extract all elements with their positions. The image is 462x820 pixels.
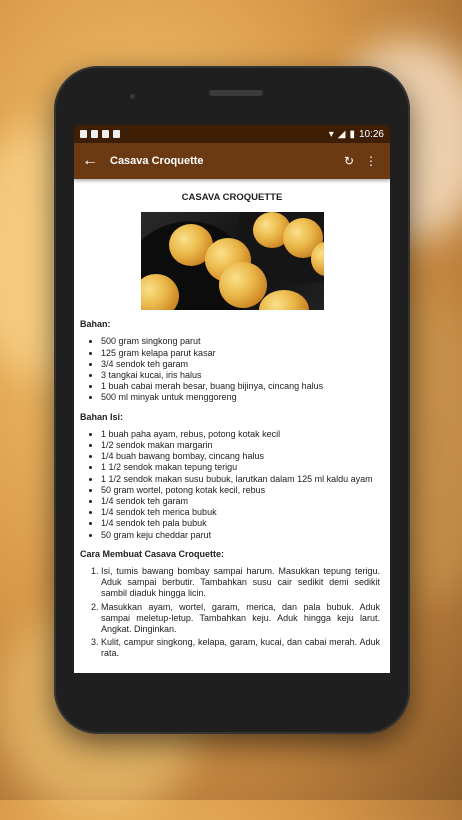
step-item: 2. Masukkan ayam, wortel, garam, merica, dan pala bubuk. Aduk sampai meletup-letup. Tambahkan keju. Aduk hingga keju larut. Angkat. Dinginkan. (101, 602, 384, 636)
cara-heading: Cara Membuat Casava Croquette: (80, 548, 225, 559)
list-item: • 1 buah paha ayam, rebus, potong kotak kecil (101, 429, 384, 440)
list-item: • 50 gram wortel, potong kotak kecil, rebus (101, 485, 384, 496)
bahan-isi-list (80, 429, 384, 541)
bahan-isi-heading: Bahan Isi: (80, 411, 124, 422)
bahan-heading: Bahan: (80, 319, 111, 330)
sd-card-icon (102, 130, 109, 138)
recipe-photo (141, 212, 324, 310)
list-item: • 1/2 sendok makan margarin (101, 440, 384, 451)
list-item: • 500 ml minyak untuk menggoreng (101, 392, 384, 403)
download-icon (91, 130, 98, 138)
recipe-content[interactable] (74, 179, 390, 660)
list-item: • 1/4 buah bawang bombay, cincang halus (101, 451, 384, 462)
back-arrow-icon[interactable]: ← (82, 152, 98, 169)
status-bar (74, 125, 390, 143)
list-item: • 500 gram singkong parut (101, 336, 384, 347)
phone-frame (54, 66, 410, 734)
front-camera (130, 94, 135, 99)
list-item: • 50 gram keju cheddar parut (101, 530, 384, 541)
step-item: 3. Kulit, campur singkong, kelapa, garam, kucai, dan cabai merah. Aduk rata. (101, 637, 384, 659)
more-vert-icon[interactable]: ⋮ (365, 154, 377, 168)
bahan-list (80, 336, 384, 403)
list-item: • 3/4 sendok teh garam (101, 359, 384, 370)
step-item: 1. Isi, tumis bawang bombay sampai harum. Masukkan tepung terigu. Aduk sampai berbutir. Tambahkan susu cair sedikit demi sedikit sambil diaduk hingga licin. (101, 566, 384, 600)
list-item: • 3 tangkai kucai, iris halus (101, 370, 384, 381)
battery-icon: ▮ (349, 128, 355, 140)
refresh-icon[interactable]: ↻ (343, 154, 355, 168)
list-item: • 1/4 sendok teh pala bubuk (101, 518, 384, 529)
app-bar (74, 143, 390, 179)
cara-list (80, 566, 384, 660)
clock: 10:26 (358, 128, 384, 140)
wifi-icon: ▾ (328, 128, 334, 140)
list-item: • 125 gram kelapa parut kasar (101, 348, 384, 359)
signal-icon: ◢ (337, 128, 346, 140)
page-title: Casava Croquette (110, 155, 204, 167)
list-item: • 1 1/2 sendok makan susu bubuk, larutkan dalam 125 ml kaldu ayam (101, 474, 384, 485)
recipe-title: CASAVA CROQUETTE (181, 192, 283, 203)
app-notification-icon (113, 130, 120, 138)
notification-icon (80, 130, 87, 138)
earpiece-speaker (209, 90, 263, 96)
app-screen (74, 125, 390, 673)
list-item: • 1/4 sendok teh garam (101, 496, 384, 507)
list-item: • 1 1/2 sendok makan tepung terigu (101, 462, 384, 473)
list-item: • 1 buah cabai merah besar, buang bijinya, cincang halus (101, 381, 384, 392)
list-item: • 1/4 sendok teh merica bubuk (101, 507, 384, 518)
